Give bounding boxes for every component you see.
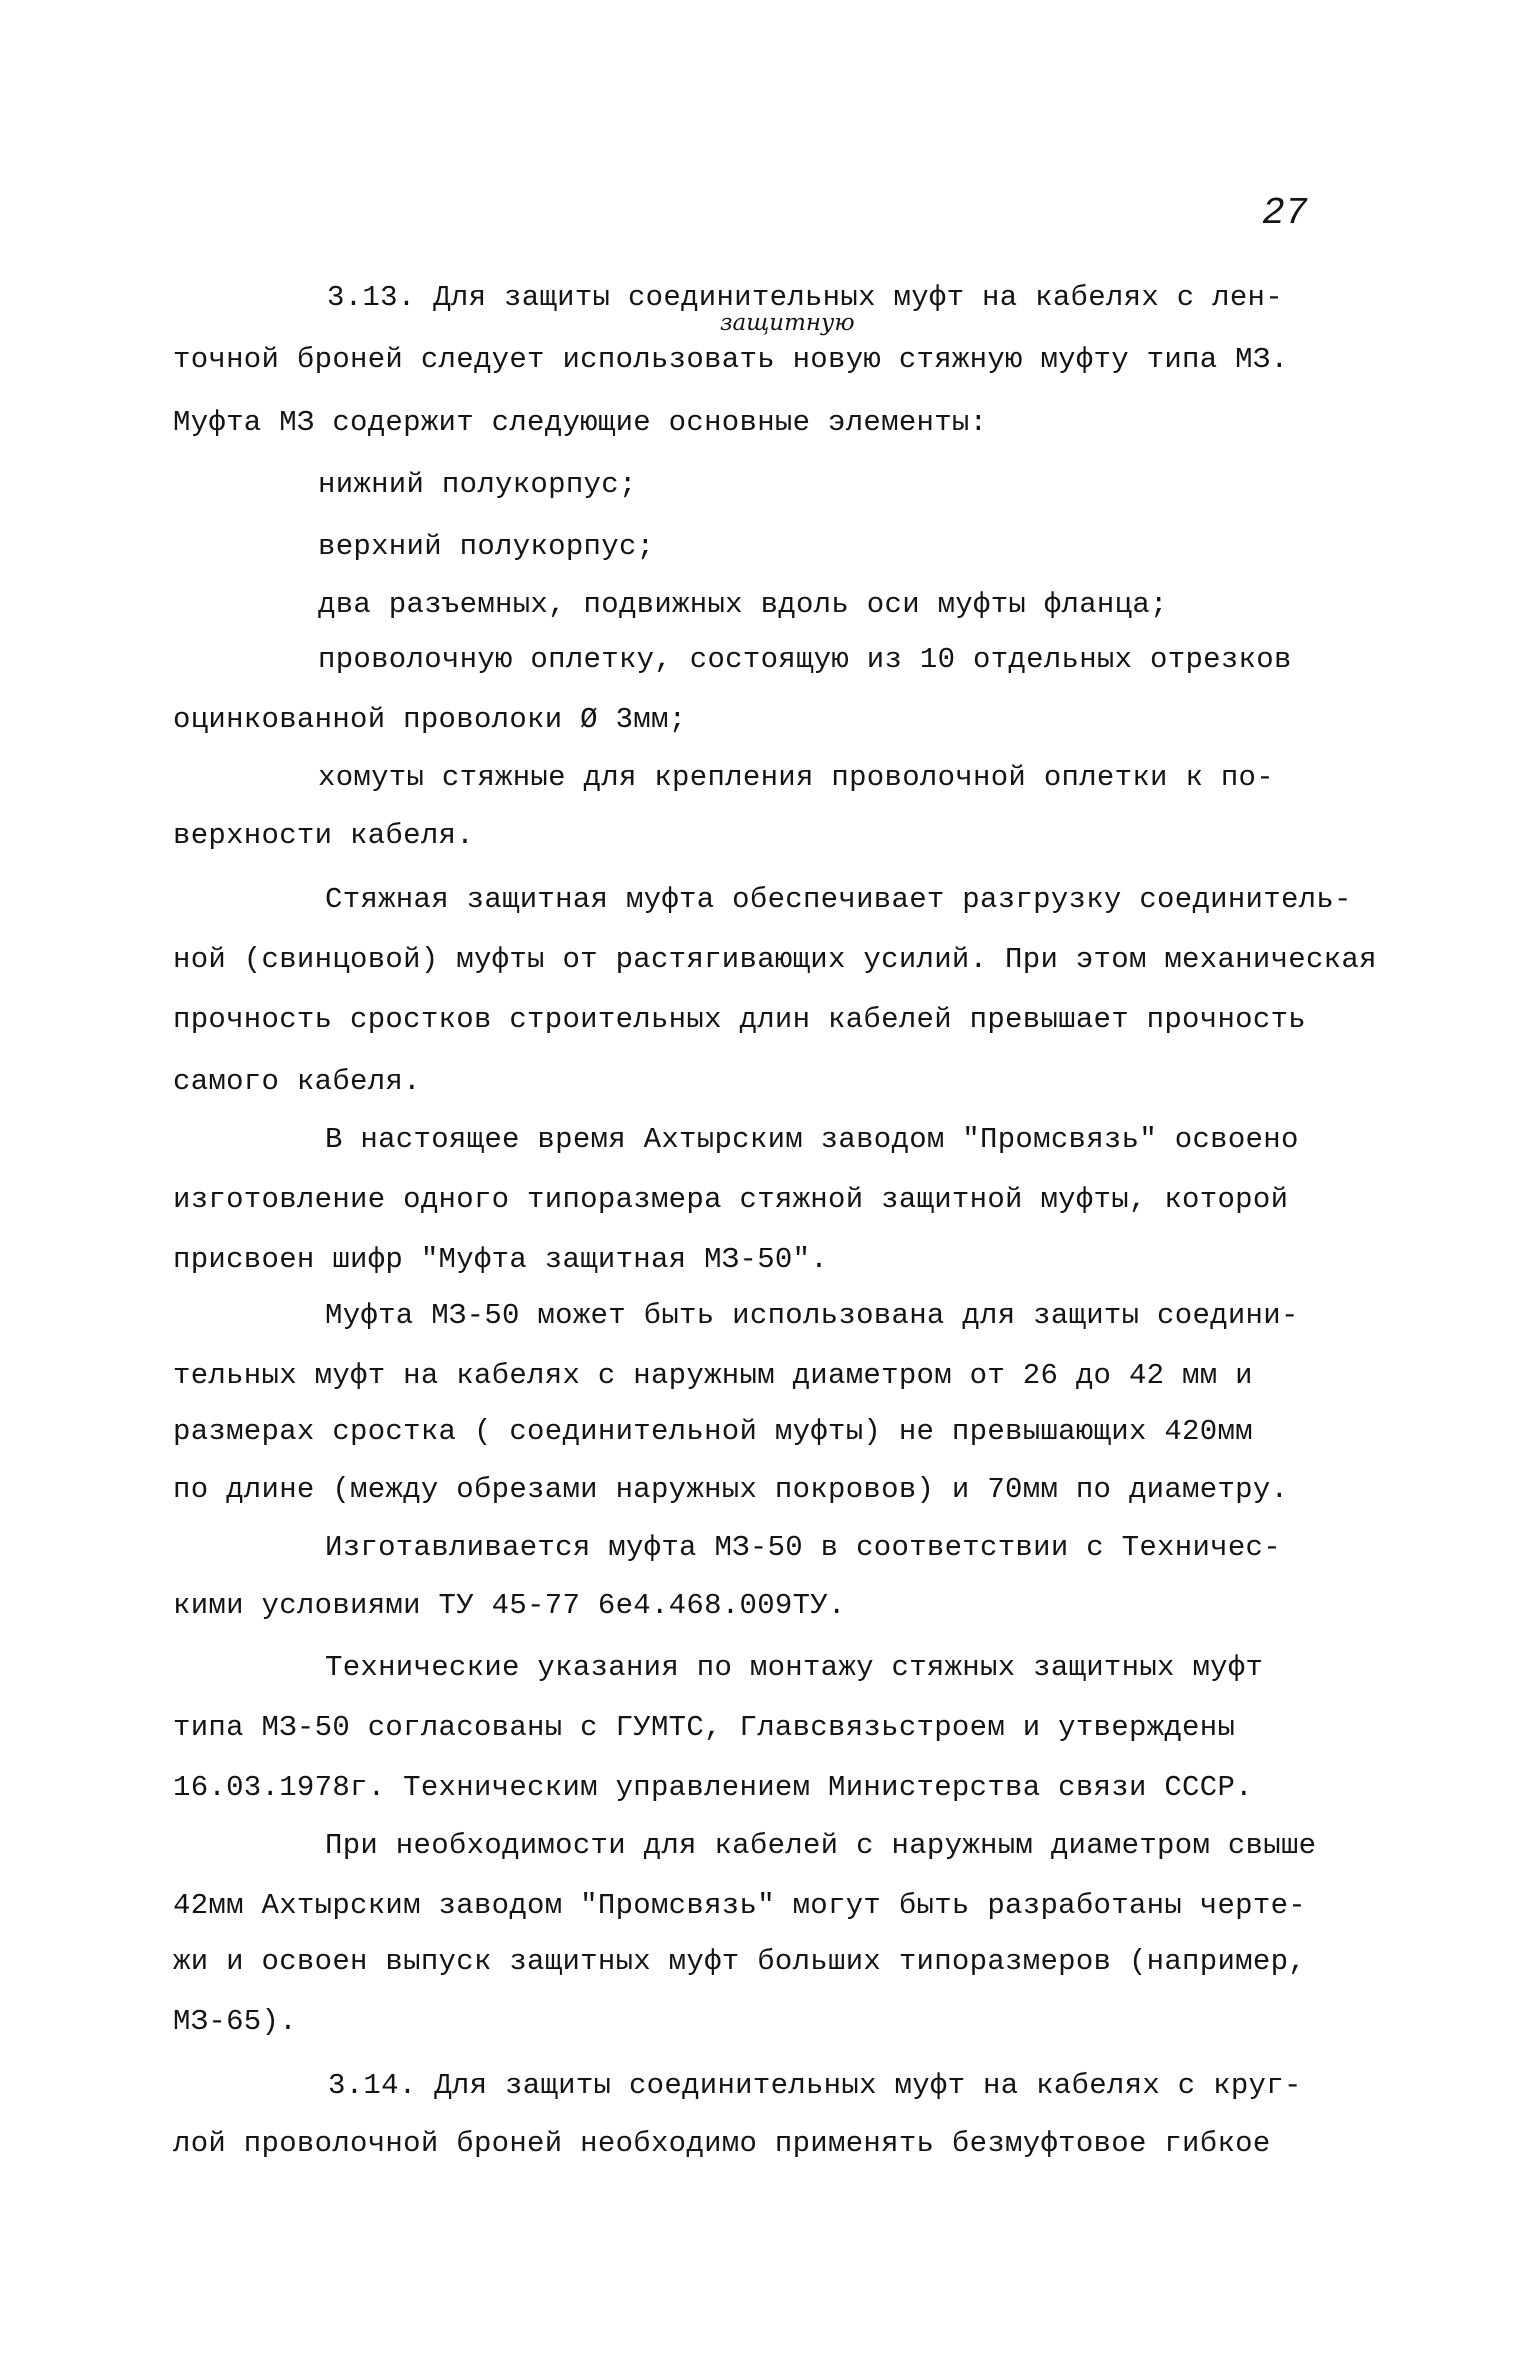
text-line: присвоен шифр "Муфта защитная МЗ-50".	[173, 1243, 829, 1276]
text-line: ной (свинцовой) муфты от растягивающих усилий. При этом механическая	[173, 943, 1377, 976]
text-line: 42мм Ахтырским заводом "Промсвязь" могут быть разработаны черте-	[173, 1889, 1306, 1922]
text-line: кими условиями ТУ 45-77 6е4.468.009ТУ.	[173, 1589, 846, 1622]
text-line: проволочную оплетку, состоящую из 10 отдельных отрезков	[318, 643, 1292, 676]
text-line: самого кабеля.	[173, 1065, 421, 1098]
text-line: Муфта МЗ-50 может быть использована для защиты соедини-	[325, 1299, 1299, 1332]
text-line: Изготавливается муфта МЗ-50 в соответствии с Техничес-	[325, 1531, 1281, 1564]
text-line: точной броней следует использовать новую стяжную муфту типа МЗ.	[173, 343, 1289, 376]
text-line: типа МЗ-50 согласованы с ГУМТС, Главсвязьстроем и утверждены	[173, 1711, 1236, 1744]
text-line: 16.03.1978г. Техническим управлением Министерства связи СССР.	[173, 1771, 1253, 1804]
text-line: жи и освоен выпуск защитных муфт больших типоразмеров (например,	[173, 1945, 1306, 1978]
text-line: два разъемных, подвижных вдоль оси муфты фланца;	[318, 588, 1168, 621]
text-line: по длине (между обрезами наружных покровов) и 70мм по диаметру.	[173, 1473, 1289, 1506]
text-line: прочность сростков строительных длин кабелей превышает прочность	[173, 1003, 1306, 1036]
text-line: лой проволочной броней необходимо применять безмуфтовое гибкое	[173, 2127, 1271, 2160]
text-line: В настоящее время Ахтырским заводом "Промсвязь" освоено	[325, 1123, 1299, 1156]
text-line: Технические указания по монтажу стяжных защитных муфт	[325, 1651, 1264, 1684]
text-line: Стяжная защитная муфта обеспечивает разгрузку соединитель-	[325, 883, 1352, 916]
text-line: нижний полукорпус;	[318, 468, 637, 501]
text-line: При необходимости для кабелей с наружным диаметром свыше	[325, 1829, 1317, 1862]
handwritten-correction: защитную	[720, 310, 855, 336]
text-line: верхний полукорпус;	[318, 530, 655, 563]
text-line: Муфта МЗ содержит следующие основные элементы:	[173, 406, 988, 439]
text-line: изготовление одного типоразмера стяжной защитной муфты, которой	[173, 1183, 1289, 1216]
text-line: МЗ-65).	[173, 2005, 297, 2038]
text-line: тельных муфт на кабелях с наружным диаметром от 26 до 42 мм и	[173, 1359, 1253, 1392]
text-line: хомуты стяжные для крепления проволочной оплетки к по-	[318, 761, 1274, 794]
text-line: 3.13. Для защиты соединительных муфт на кабелях с лен-	[327, 281, 1283, 314]
text-line: 3.14. Для защиты соединительных муфт на кабелях с круг-	[328, 2069, 1302, 2102]
text-line: размерах сростка ( соединительной муфты) не превышающих 420мм	[173, 1415, 1253, 1448]
text-line: верхности кабеля.	[173, 819, 474, 852]
text-line: оцинкованной проволоки Ø 3мм;	[173, 703, 687, 736]
page-number: 27	[1262, 192, 1308, 235]
